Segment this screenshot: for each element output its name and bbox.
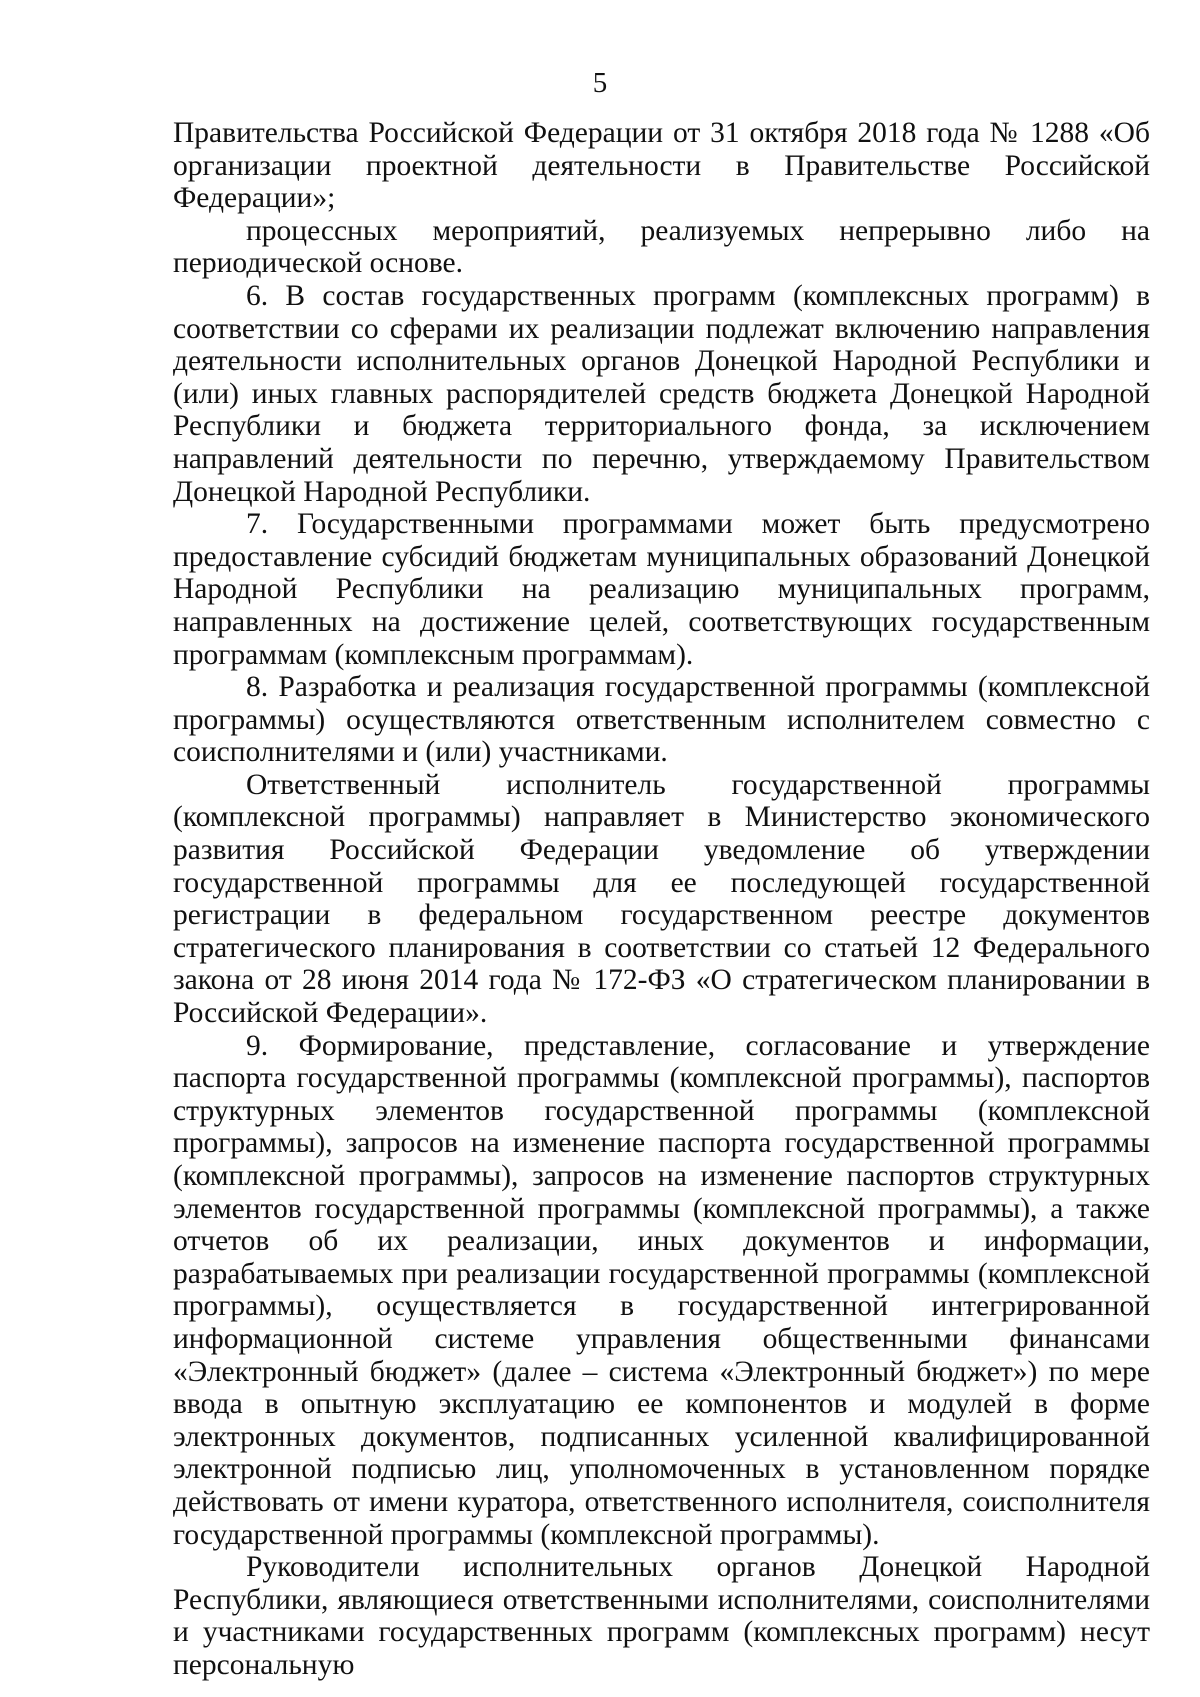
paragraph-item-6: 6. В состав государственных программ (комплексных программ) в соответствии со сферами их реализации подлежат включению направления деятельности исполнительных органов Донецкой Народной Республики и (или) иных главных распорядителей средств бюджета Донецкой Народной Республики и бюджета территориального фонда, за исключением направлений деятельности по перечню, утверждаемому Правительством Донецкой Народной Республики.	[173, 279, 1150, 508]
paragraph-process-activities: процессных мероприятий, реализуемых непрерывно либо на периодической основе.	[173, 214, 1150, 280]
paragraph-item-9: 9. Формирование, представление, согласование и утверждение паспорта государственной программы (комплексной программы), паспортов структурных элементов государственной программы (комплексной программы), запросов на изменение паспорта государственной программы (комплексной программы), запросов на изменение паспортов структурных элементов государственной программы (комплексной программы), а также отчетов об их реализации, иных документов и информации, разрабатываемых при реализации государственной программы (комплексной программы), осуществляется в государственной интегрированной информационной системе управления общественными финансами «Электронный бюджет» (далее – система «Электронный бюджет») по мере ввода в опытную эксплуатацию ее компонентов и модулей в форме электронных документов, подписанных усиленной квалифицированной электронной подписью лиц, уполномоченных в установленном порядке действовать от имени куратора, ответственного исполнителя, соисполнителя государственной программы (комплексной программы).	[173, 1029, 1150, 1551]
page-number: 5	[592, 67, 608, 99]
paragraph-continuation-decree: Правительства Российской Федерации от 31 октября 2018 года № 1288 «Об организации проектной деятельности в Правительстве Российской Федерации»;	[173, 117, 1150, 215]
paragraph-item-8: 8. Разработка и реализация государственной программы (комплексной программы) осуществляются ответственным исполнителем совместно с соисполнителями и (или) участниками.	[173, 671, 1150, 769]
paragraph-heads-of-bodies: Руководители исполнительных органов Донецкой Народной Республики, являющиеся ответственными исполнителями, соисполнителями и участниками государственных программ (комплексных программ) несут персональную	[173, 1551, 1150, 1681]
paragraph-item-7: 7. Государственными программами может быть предусмотрено предоставление субсидий бюджетам муниципальных образований Донецкой Народной Республики на реализацию муниципальных программ, направленных на достижение целей, соответствующих государственным программам (комплексным программам).	[173, 508, 1150, 671]
document-body	[173, 117, 1150, 1682]
paragraph-responsible-executor: Ответственный исполнитель государственной программы (комплексной программы) направляет в Министерство экономического развития Российской Федерации уведомление об утверждении государственной программы для ее последующей государственной регистрации в федеральном государственном реестре документов стратегического планирования в соответствии со статьей 12 Федерального закона от 28 июня 2014 года № 172-ФЗ «О стратегическом планировании в Российской Федерации».	[173, 768, 1150, 1030]
